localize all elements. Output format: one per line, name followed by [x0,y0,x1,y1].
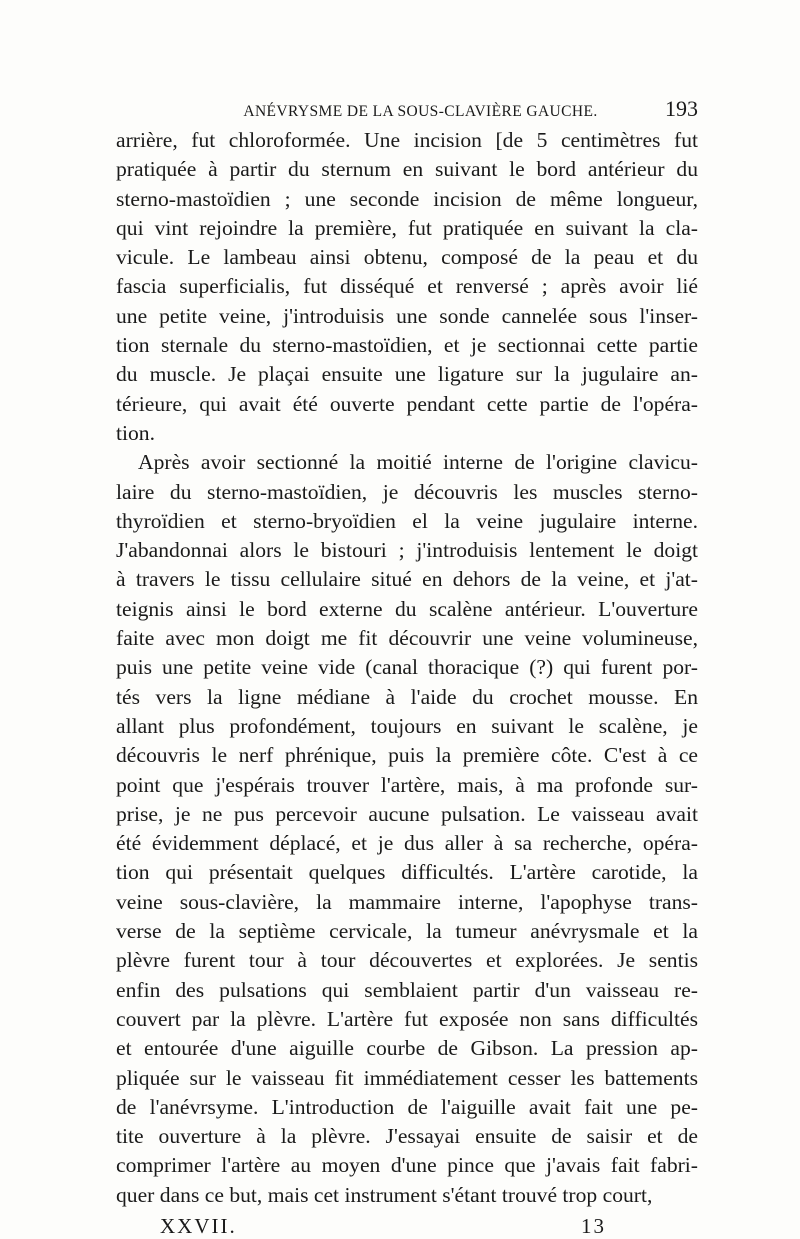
text-line: veine sous-clavière, la mammaire interne, l'apophyse trans- [116,889,698,914]
text-line: teignis ainsi le bord externe du scalène antérieur. L'ouverture [116,596,698,621]
text-line: Après avoir sectionné la moitié interne de l'origine clavicu- [138,450,698,475]
text-line: puis une petite veine vide (canal thoracique (?) qui furent por- [116,655,698,680]
text-line: de l'anévrsyme. L'introduction de l'aiguille avait fait une pe- [116,1094,698,1119]
sheet-number: 13 [581,1213,606,1238]
paragraph [116,126,698,448]
text-line: tion qui présentait quelques difficultés. L'artère carotide, la [116,860,698,885]
text-line: quer dans ce but, mais cet instrument s'étant trouvé trop court, [116,1182,653,1207]
text-line: plèvre furent tour à tour découvertes et explorées. Je sentis [116,948,698,973]
text-line: fascia superficialis, fut disséqué et renversé ; après avoir lié [116,274,698,299]
running-title: ANÉVRYSME DE LA SOUS-CLAVIÈRE GAUCHE. [243,103,598,120]
text-line: à travers le tissu cellulaire situé en dehors de la veine, et j'at- [116,567,698,592]
signature-mark: XXVII. [160,1213,237,1238]
text-line: une petite veine, j'introduisis une sonde cannelée sous l'inser- [116,303,698,328]
text-line: tite ouverture à la plèvre. J'essayai ensuite de saisir et de [116,1124,698,1149]
text-line: comprimer l'artère au moyen d'une pince que j'avais fait fabri- [116,1153,698,1178]
text-line: laire du sterno-mastoïdien, je découvris les muscles sterno- [116,479,698,504]
text-line: tés vers la ligne médiane à l'aide du crochet mousse. En [116,684,698,709]
running-head [116,96,698,126]
text-line: découvris le nerf phrénique, puis la première côte. C'est à ce [116,743,698,768]
text-line: faite avec mon doigt me fit découvrir une veine volumineuse, [116,626,698,651]
text-line: arrière, fut chloroformée. Une incision [de 5 centimètres fut [116,128,698,152]
text-line: vicule. Le lambeau ainsi obtenu, composé de la peau et du [116,245,698,270]
text-line: térieure, qui avait été ouverte pendant cette partie de l'opéra- [116,391,698,416]
text-line: pratiquée à partir du sternum en suivant le bord antérieur du [116,157,698,182]
text-line: qui vint rejoindre la première, fut pratiquée en suivant la cla- [116,215,698,240]
text-line: thyroïdien et sterno-bryoïdien el la veine jugulaire interne. [116,508,698,533]
page-number: 193 [665,96,698,121]
text-line: été évidemment déplacé, et je dus aller à sa recherche, opéra- [116,831,698,856]
text-line: tion sternale du sterno-mastoïdien, et je sectionnai cette partie [116,333,698,358]
text-line: du muscle. Je plaçai ensuite une ligature sur la jugulaire an- [116,362,698,387]
page-footer [116,1214,698,1239]
text-line: J'abandonnai alors le bistouri ; j'introduisis lentement le doigt [116,538,698,563]
text-line: prise, je ne pus percevoir aucune pulsation. Le vaisseau avait [116,801,698,826]
book-page [116,96,698,1239]
text-line: et entourée d'une aiguille courbe de Gibson. La pression ap- [116,1036,698,1061]
text-line: sterno-mastoïdien ; une seconde incision de même longueur, [116,186,698,211]
text-line: couvert par la plèvre. L'artère fut exposée non sans difficultés [116,1006,698,1031]
text-line: tion. [116,420,155,445]
text-line: pliquée sur le vaisseau fit immédiatement cesser les battements [116,1065,698,1090]
text-line: verse de la septième cervicale, la tumeur anévrysmale et la [116,919,698,944]
text-line: point que j'espérais trouver l'artère, mais, à ma profonde sur- [116,772,698,797]
text-line: allant plus profondément, toujours en suivant le scalène, je [116,713,698,738]
paragraph [116,448,698,1210]
body-text [116,126,698,1210]
text-line: enfin des pulsations qui semblaient partir d'un vaisseau re- [116,977,698,1002]
